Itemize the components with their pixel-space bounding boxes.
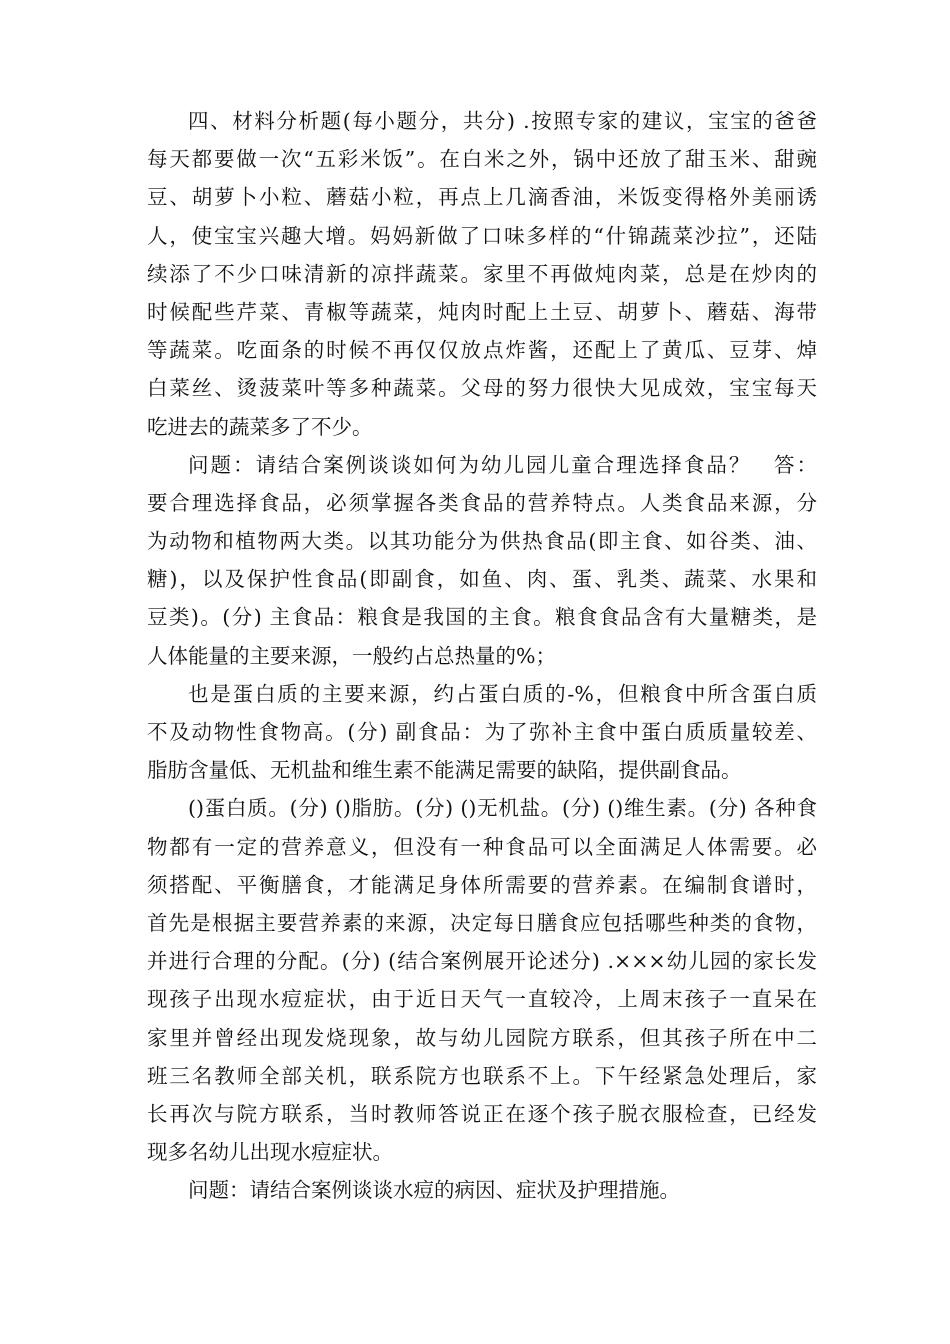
text-line: 问题：请结合案例谈谈如何为幼儿园儿童合理选择食品？ 答：	[188, 452, 817, 477]
text-line: 白菜丝、烫菠菜叶等多种蔬菜。父母的努力很快大见成效，宝宝每天	[147, 376, 817, 401]
text-line: 并进行合理的分配。(分) (结合案例展开论述分) .×××幼儿园的家长发	[147, 949, 817, 974]
text-line: 四、材料分析题(每小题分，共分) .按照专家的建议，宝宝的爸爸	[188, 109, 817, 133]
document-body	[147, 102, 817, 1209]
text-line: 人，使宝宝兴趣大增。妈妈新做了口味多样的“什锦蔬菜沙拉”，还陆	[147, 223, 817, 248]
text-line: 每天都要做一次“五彩米饭”。在白米之外，锅中还放了甜玉米、甜豌	[147, 147, 817, 172]
text-line: 糖)，以及保护性食品(即副食，如鱼、肉、蛋、乳类、蔬菜、水果和	[147, 567, 817, 592]
text-line: 人体能量的主要来源，一般约占总热量的%；	[147, 643, 556, 668]
text-line: 要合理选择食品，必须掌握各类食品的营养特点。人类食品来源，分	[147, 490, 817, 515]
text-line: 现多名幼儿出现水痘症状。	[147, 1140, 393, 1165]
text-line: 问题：请结合案例谈谈水痘的病因、症状及护理措施。	[188, 1178, 680, 1203]
text-line: 吃进去的蔬菜多了不少。	[147, 414, 373, 439]
text-line: 为动物和植物两大类。以其功能分为供热食品(即主食、如谷类、油、	[147, 529, 817, 554]
text-line: 家里并曾经出现发烧现象，故与幼儿园院方联系，但其孩子所在中二	[147, 1025, 817, 1050]
text-line: 时候配些芹菜、青椒等蔬菜，炖肉时配上土豆、胡萝卜、蘑菇、海带	[147, 299, 817, 324]
text-line: 长再次与院方联系，当时教师答说正在逐个孩子脱衣服检查，已经发	[147, 1101, 817, 1126]
text-line: 豆类)。(分) 主食品：粮食是我国的主食。粮食食品含有大量糖类，是	[147, 605, 817, 630]
text-line: 班三名教师全部关机，联系院方也联系不上。下午经紧急处理后，家	[147, 1063, 817, 1088]
text-line: 等蔬菜。吃面条的时候不再仅仅放点炸酱，还配上了黄瓜、豆芽、焯	[147, 338, 817, 363]
text-line: 脂肪含量低、无机盐和维生素不能满足需要的缺陷，提供副食品。	[147, 758, 742, 783]
text-line: 也是蛋白质的主要来源，约占蛋白质的-%，但粮食中所含蛋白质	[188, 681, 817, 706]
text-line: 物都有一定的营养意义，但没有一种食品可以全面满足人体需要。必	[147, 834, 817, 859]
text-line: 现孩子出现水痘症状，由于近日天气一直较冷，上周末孩子一直呆在	[147, 987, 817, 1012]
text-line: ()蛋白质。(分) ()脂肪。(分) ()无机盐。(分) ()维生素。(分) 各种食	[188, 796, 817, 821]
text-line: 不及动物性食物高。(分) 副食品：为了弥补主食中蛋白质质量较差、	[147, 720, 817, 744]
text-line: 首先是根据主要营养素的来源，决定每日膳食应包括哪些种类的食物，	[147, 910, 817, 935]
text-line: 须搭配、平衡膳食，才能满足身体所需要的营养素。在编制食谱时，	[147, 872, 817, 897]
text-line: 续添了不少口味清新的凉拌蔬菜。家里不再做炖肉菜，总是在炒肉的	[147, 261, 817, 286]
text-line: 豆、胡萝卜小粒、蘑菇小粒，再点上几滴香油，米饭变得格外美丽诱	[147, 185, 817, 210]
